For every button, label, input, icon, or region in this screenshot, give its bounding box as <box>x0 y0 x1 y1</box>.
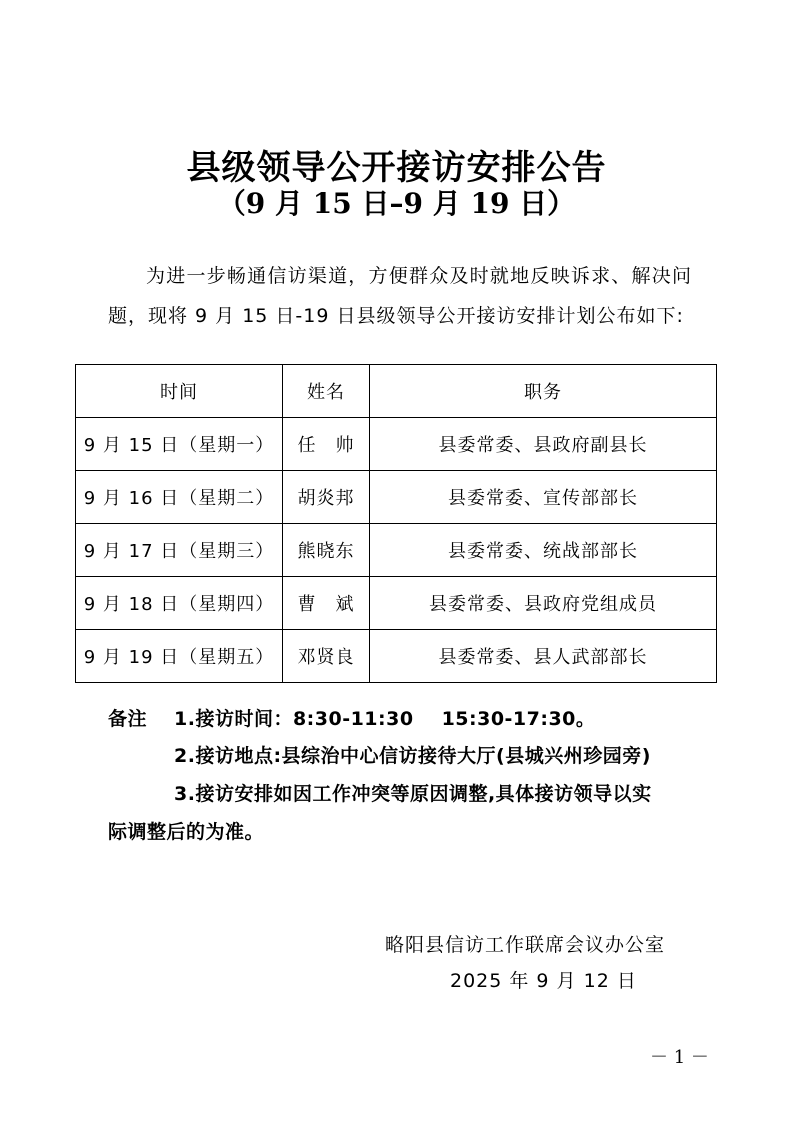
cell-name: 曹 斌 <box>283 577 370 630</box>
cell-position: 县委常委、宣传部部长 <box>370 471 717 524</box>
schedule-table <box>75 364 717 683</box>
header-name: 姓名 <box>283 365 370 418</box>
cell-position: 县委常委、统战部部长 <box>370 524 717 577</box>
cell-name: 胡炎邦 <box>283 471 370 524</box>
header-time: 时间 <box>76 365 283 418</box>
cell-position: 县委常委、县政府副县长 <box>370 418 717 471</box>
cell-position: 县委常委、县人武部部长 <box>370 630 717 683</box>
table-row <box>76 577 717 630</box>
note-time-pm: 15:30-17:30。 <box>441 708 596 730</box>
note-item-1 <box>108 704 595 731</box>
note-time-am: 1.接访时间：8:30-11:30 <box>174 708 414 730</box>
page-number: － 1 － <box>650 1047 709 1068</box>
cell-time: 9 月 19 日（星期五） <box>76 630 283 683</box>
cell-name: 邓贤良 <box>283 630 370 683</box>
cell-time: 9 月 18 日（星期四） <box>76 577 283 630</box>
table-row <box>76 524 717 577</box>
table-row <box>76 418 717 471</box>
cell-name: 任 帅 <box>283 418 370 471</box>
cell-time: 9 月 15 日（星期一） <box>76 418 283 471</box>
note-item-3-continued: 际调整后的为准。 <box>108 821 265 843</box>
cell-time: 9 月 17 日（星期三） <box>76 524 283 577</box>
issue-date: 2025 年 9 月 12 日 <box>450 970 637 992</box>
table-header-row <box>76 365 717 418</box>
note-label: 备注 <box>108 708 148 730</box>
cell-name: 熊晓东 <box>283 524 370 577</box>
document-title: 县级领导公开接访安排公告 <box>186 148 607 188</box>
table-row <box>76 630 717 683</box>
table-row <box>76 471 717 524</box>
intro-paragraph: 为进一步畅通信访渠道，方便群众及时就地反映诉求、解决问题，现将 9 月 15 日-19 日县级领导公开接访安排计划公布如下: <box>108 265 692 327</box>
issuing-office: 略阳县信访工作联席会议办公室 <box>385 934 666 956</box>
cell-time: 9 月 16 日（星期二） <box>76 471 283 524</box>
header-position: 职务 <box>370 365 717 418</box>
document-subtitle: （9 月 15 日–9 月 19 日） <box>217 187 576 220</box>
note-item-3: 3.接访安排如因工作冲突等原因调整,具体接访领导以实 <box>174 783 652 805</box>
note-item-2: 2.接访地点:县综治中心信访接待大厅(县城兴州珍园旁) <box>174 745 651 767</box>
cell-position: 县委常委、县政府党组成员 <box>370 577 717 630</box>
